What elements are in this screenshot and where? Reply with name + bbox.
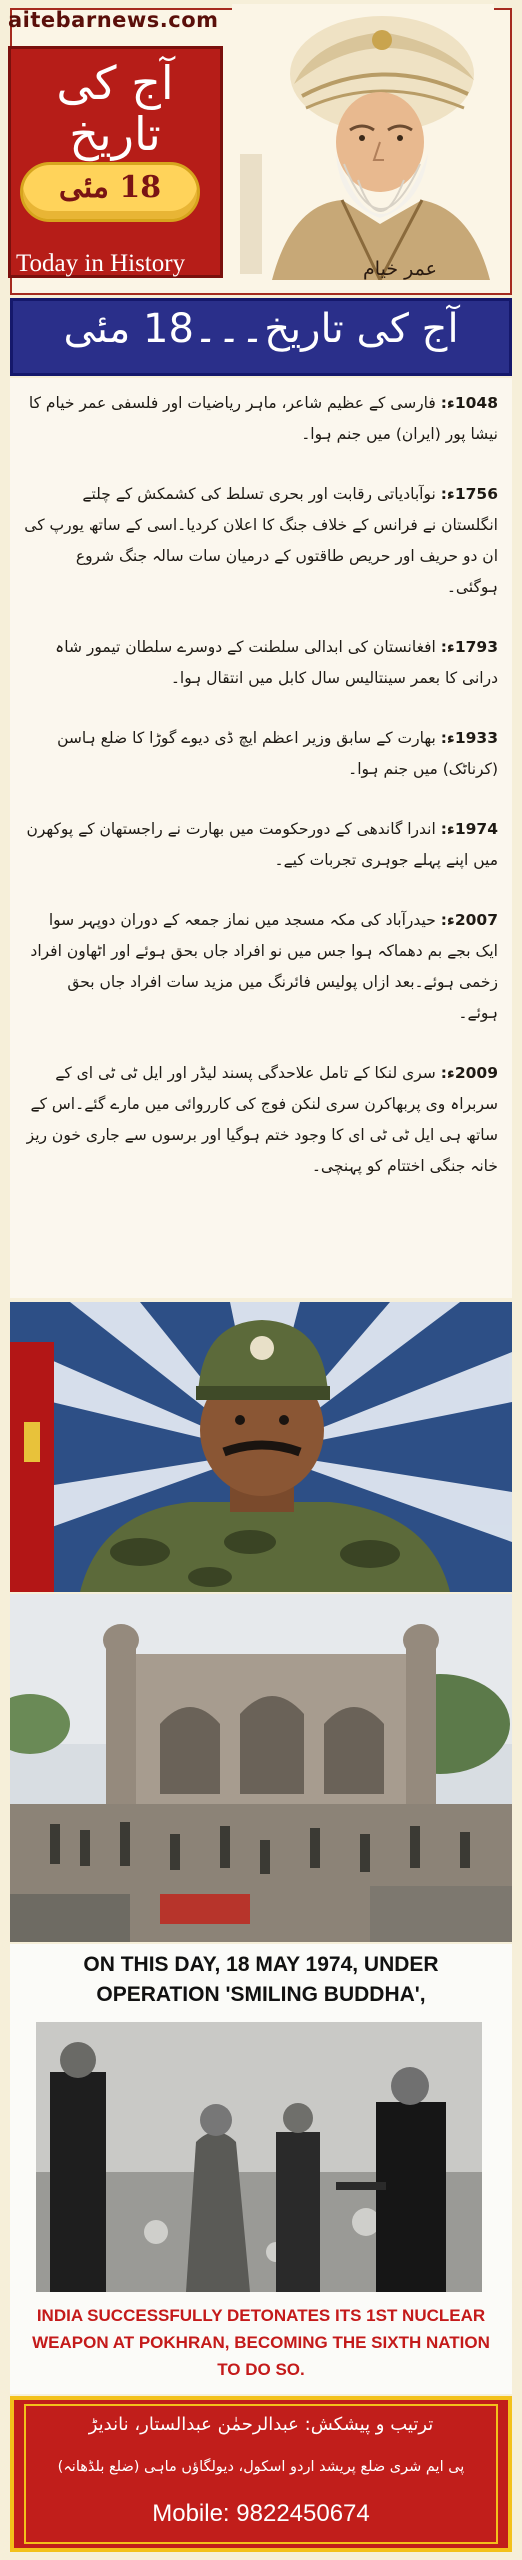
omar-khayyam-portrait: [232, 4, 494, 280]
site-url[interactable]: aitebarnews.com: [8, 8, 219, 32]
event-year: 1048ء:: [440, 394, 498, 412]
event-item: [24, 814, 498, 876]
page-title: آج کی تاریخ: [56, 56, 174, 161]
event-item: [24, 479, 498, 603]
news-headline: ON THIS DAY, 18 MAY 1974, UNDER OPERATION 'SMILING BUDDHA',: [83, 1953, 439, 2006]
event-text: حیدرآباد کی مکہ مسجد میں نماز جمعہ کے دوران دوپہر سوا ایک بجے بم دھماکہ ہوا جس میں نو افراد جاں بحق ہوئے اور اٹھاون افراد زخمی ہوئے۔بعد ازاں پولیس فائرنگ میں مزید سات افراد جاں بحق ہوئے۔: [30, 911, 498, 1022]
event-text: سری لنکا کے تامل علاحدگی پسند لیڈر اور ایل ٹی ٹی ای کے سربراہ وی پربھاکرن سری لنکن فوج کی کارروائی میں مارے گئے۔اس کے ساتھ ہی ایل ٹی ٹی ای کا وجود ختم ہوگیا اور برسوں سے جاری خون ریز خانہ جنگی اختتام کو پہنچی۔: [26, 1064, 498, 1175]
event-text: فارسی کے عظیم شاعر، ماہر ریاضیات اور فلسفی عمر خیام کا نیشا پور (ایران) میں جنم ہوا۔: [28, 394, 498, 443]
event-item: [24, 388, 498, 450]
event-year: 1756ء:: [440, 485, 498, 503]
event-year: 2009ء:: [440, 1064, 498, 1082]
footer-school: پی ایم شری ضلع پریشد اردو اسکول، دیولگاؤں ماہی (ضلع بلڈھانہ): [57, 2459, 465, 2475]
footer-credit: ترتیب و پیشکش: عبدالرحمٰن عبدالستار، ناندیڑ: [88, 2414, 434, 2435]
mosque-photo: [10, 1594, 512, 1942]
event-item: [24, 632, 498, 694]
today-in-history-label: Today in History: [16, 250, 186, 277]
portrait-caption: عمر خیام: [363, 258, 437, 280]
event-text: نوآبادیاتی رقابت اور بحری تسلط کی کشمکش کے چلتے انگلستان نے فرانس کے خلاف جنگ کا اعلان کردیا۔اسی کے ساتھ یورپ کی ان دو حریف اور حریص طاقتوں کے درمیان سات سالہ جنگ شروع ہوگئی۔: [24, 485, 498, 596]
event-text: بھارت کے سابق وزیر اعظم ایچ ڈی دیوے گوڑا کا ضلع ہاسن (کرناٹک) میں جنم ہوا۔: [57, 729, 498, 778]
news-caption: INDIA SUCCESSFULLY DETONATES ITS 1ST NUCLEAR WEAPON AT POKHRAN, BECOMING THE SIXTH NATION TO DO SO.: [32, 2306, 490, 2379]
event-item: [24, 1058, 498, 1182]
event-year: 1974ء:: [440, 820, 498, 838]
event-year: 2007ء:: [440, 911, 498, 929]
event-item: [24, 723, 498, 785]
footer-mobile[interactable]: Mobile: 9822450674: [152, 2500, 370, 2527]
date-banner-title: آج کی تاریخ۔۔۔18 مئی: [63, 306, 459, 352]
pokhran-photo: [36, 2022, 482, 2292]
event-text: افغانستان کی ابدالی سلطنت کے دوسرے سلطان تیمور شاہ درانی کا بعمر سینتالیس سال کابل میں انتقال ہوا۔: [55, 638, 498, 687]
event-year: 1933ء:: [440, 729, 498, 747]
events-list: [10, 378, 512, 1298]
date-badge-label: 18 مئی: [58, 170, 162, 205]
commander-photo: [10, 1302, 512, 1592]
event-year: 1793ء:: [440, 638, 498, 656]
event-item: [24, 905, 498, 1029]
event-text: اندرا گاندھی کے دورحکومت میں بھارت نے راجستھان کے پوکھرن میں اپنے پہلے جوہری تجربات کیے۔: [26, 820, 498, 869]
